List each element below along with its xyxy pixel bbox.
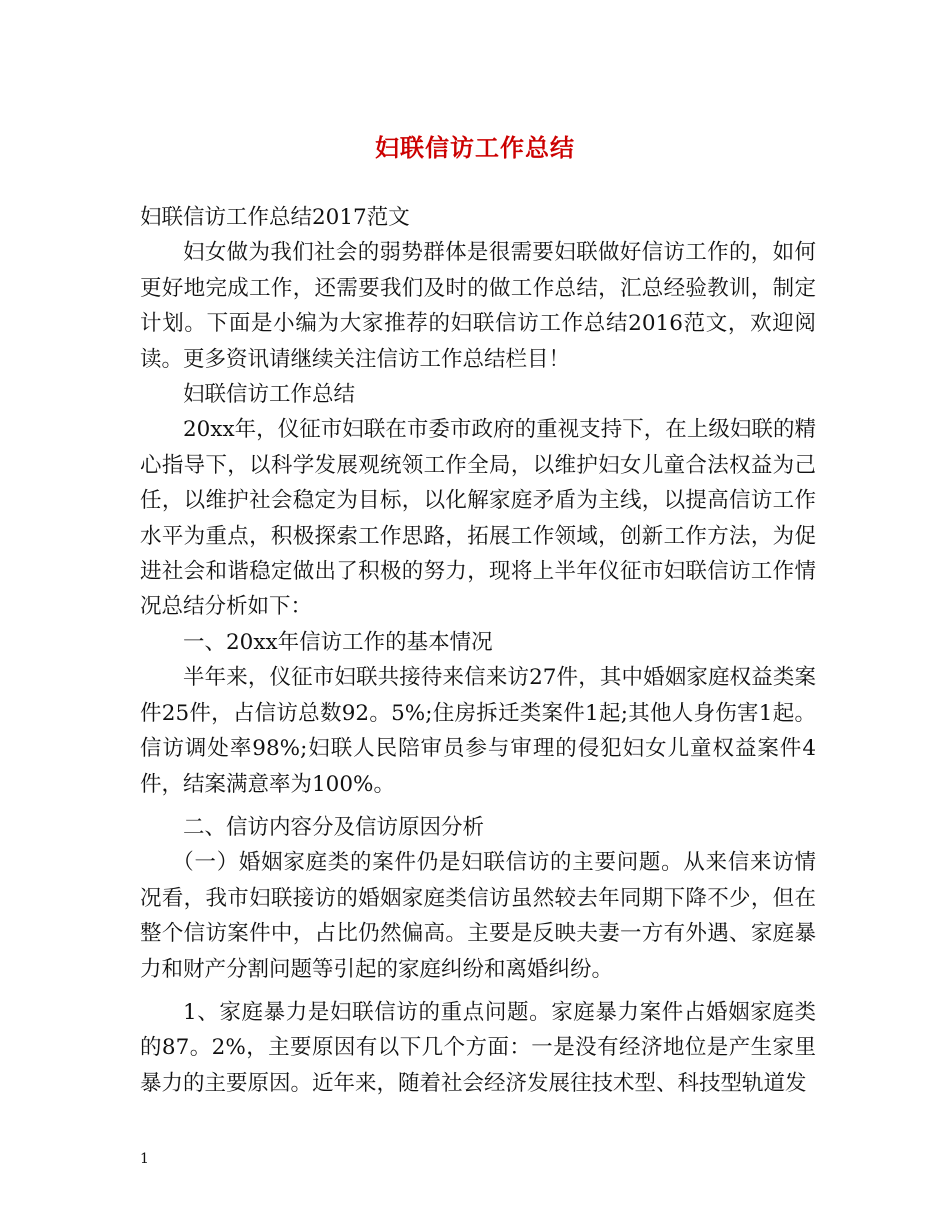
document-title: 妇联信访工作总结 — [375, 133, 575, 162]
intro-paragraph: 妇女做为我们社会的弱势群体是很需要妇联做好信访工作的，如何更好地完成工作，还需要我们及时的做工作总结，汇总经验教训，制定计划。下面是小编为大家推荐的妇联信访工作总结2016范文，欢迎阅读。更多资讯请继续关注信访工作总结栏目！ — [140, 240, 817, 372]
document-body — [140, 200, 816, 1101]
body-paragraph: 1、家庭暴力是妇联信访的重点问题。家庭暴力案件占婚姻家庭类的87。2%，主要原因有以下几个方面：一是没有经济地位是产生家里暴力的主要原因。近年来，随着社会经济发展往技术型、科技型轨道发 — [140, 999, 816, 1096]
page-number: 1 — [140, 1151, 149, 1167]
body-paragraph: 20xx年，仪征市妇联在市委市政府的重视支持下，在上级妇联的精心指导下，以科学发展观统领工作全局，以维护妇女儿童合法权益为己任，以维护社会稳定为目标，以化解家庭矛盾为主线，以提高信访工作水平为重点，积极探索工作思路，拓展工作领域，创新工作方法，为促进社会和谐稳定做出了积极的努力，现将上半年仪征市妇联信访工作情况总结分析如下： — [140, 417, 816, 620]
section-heading: 一、20xx年信访工作的基本情况 — [183, 629, 493, 655]
body-paragraph: （一）婚姻家庭类的案件仍是妇联信访的主要问题。从来信来访情况看，我市妇联接访的婚姻家庭类信访虽然较去年同期下降不少，但在整个信访案件中，占比仍然偏高。主要是反映夫妻一方有外遇、家庭暴力和财产分割问题等引起的家庭纠纷和离婚纠纷。 — [140, 850, 816, 982]
section-heading: 二、信访内容分及信访原因分析 — [183, 814, 485, 840]
section-heading: 妇联信访工作总结 — [183, 382, 356, 408]
body-paragraph: 半年来，仪征市妇联共接待来信来访27件，其中婚姻家庭权益类案件25件，占信访总数92。5%;住房拆迁类案件1起;其他人身伤害1起。信访调处率98%;妇联人民陪审员参与审理的侵犯妇女儿童权益案件4件，结案满意率为100%。 — [140, 665, 816, 797]
subtitle-paragraph: 妇联信访工作总结2017范文 — [140, 205, 410, 230]
